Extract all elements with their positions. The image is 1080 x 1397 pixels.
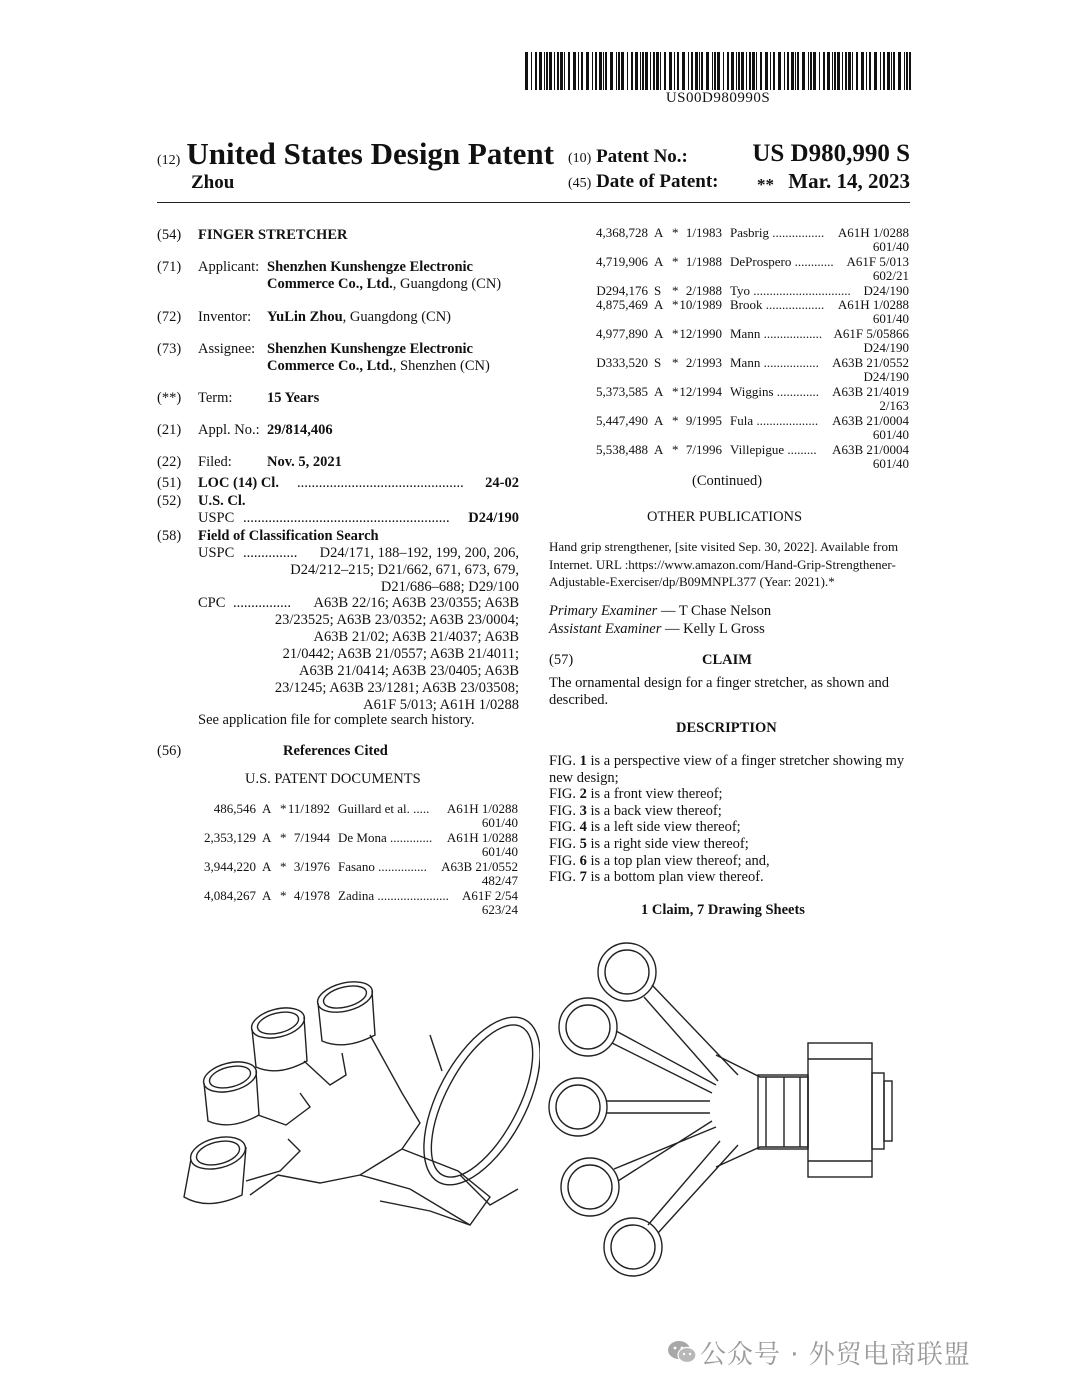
barcode-bar bbox=[723, 52, 724, 90]
ref-cls: A63B 21/0004 bbox=[832, 442, 909, 457]
reference-row bbox=[578, 255, 909, 284]
ref-date: 7/1996 bbox=[685, 442, 722, 457]
ref-kind: A bbox=[654, 413, 664, 428]
patent-number-line: (10) Patent No.: US D980,990 S bbox=[568, 140, 910, 167]
ref-subclass: 623/24 bbox=[481, 902, 518, 917]
ref-name: Zadina bbox=[338, 888, 375, 903]
barcode-bar bbox=[819, 52, 820, 90]
ref-kind: S bbox=[654, 283, 662, 298]
reference-row bbox=[186, 802, 518, 831]
other-publications-heading: OTHER PUBLICATIONS bbox=[647, 509, 803, 525]
ref-date: 11/1892 bbox=[287, 801, 330, 816]
barcode-bar bbox=[852, 52, 853, 90]
barcode-bar bbox=[635, 52, 638, 90]
barcode-bar bbox=[832, 52, 833, 90]
barcode-bar bbox=[603, 52, 604, 90]
reference-row bbox=[578, 298, 909, 327]
ref-dots: ......... bbox=[787, 442, 817, 457]
barcode-bar bbox=[688, 52, 689, 90]
description-line: FIG. 6 is a top plan view thereof; and, bbox=[549, 852, 770, 869]
ref-cls: A61H 1/0288 bbox=[837, 225, 909, 240]
barcode-bar bbox=[564, 52, 565, 90]
barcode-bar bbox=[773, 52, 775, 90]
barcode-bar bbox=[874, 52, 877, 90]
cpc-classes: A63B 22/16; A63B 23/0355; A63B 23/23525; A63B 23/0352; A63B 23/0004; A63B 21/02; A63B 21/4037; A63B 21/0442; A63B 21/0557; A63B 21/4011; A63B 21/0414; A63B 23/0405; A63B 23/1245; A63B 23/1281; A63B 23/03508; A61F 5/013; A61H 1/0288 bbox=[274, 595, 519, 713]
barcode-bar bbox=[891, 52, 892, 90]
barcode-bar bbox=[605, 52, 607, 90]
ref-subclass: D24/190 bbox=[863, 369, 909, 384]
assistant-examiner: Assistant Examiner — Kelly L Gross bbox=[549, 621, 765, 637]
field-22-filed: (22) Filed: Nov. 5, 2021 bbox=[157, 454, 342, 470]
barcode bbox=[525, 52, 911, 90]
field-58-classification-search: (58) Field of Classification Search USPC ............... D24/171, 188–192, 199, 200, 206, D24/212–215; D21/662, 671, 673, 679, D21/686–688; D29/100 CPC ................ A63B 22/16; A63B 23/0355; A63B 23/23525; A63B 23/0352; A63B 23/0004; A63B 21/02; A63B 21/4037; A63B 21/0442; A63B 21/0557; A63B 21/4011; A63B 21/0414; A63B 23/0405; A63B 23/1245; A63B 23/1281; A63B 23/03508; A61F 5/013; A61H 1/0288 See application file for complete search history. bbox=[157, 528, 519, 728]
barcode-bar bbox=[560, 52, 563, 90]
barcode-bar bbox=[586, 52, 589, 90]
barcode-bar bbox=[701, 52, 703, 90]
barcode-bar bbox=[554, 52, 555, 90]
barcode-bar bbox=[842, 52, 843, 90]
ref-name bbox=[338, 831, 432, 845]
barcode-bar bbox=[752, 52, 755, 90]
ref-kind: A bbox=[654, 254, 664, 269]
ref-subclass: 601/40 bbox=[872, 427, 909, 442]
ref-kind: S bbox=[654, 355, 662, 370]
ref-kind: A bbox=[262, 888, 272, 903]
description-text bbox=[549, 753, 904, 886]
barcode-bar bbox=[866, 52, 867, 90]
ref-kind: A bbox=[262, 859, 272, 874]
description-line: FIG. 7 is a bottom plan view thereof. bbox=[549, 869, 764, 886]
ref-name bbox=[730, 356, 819, 370]
ref-name bbox=[730, 414, 818, 428]
barcode-bar bbox=[546, 52, 548, 90]
ref-date: 7/1944 bbox=[293, 830, 330, 845]
barcode-number: US00D980990S bbox=[665, 90, 771, 106]
reference-row bbox=[186, 860, 518, 889]
ref-name bbox=[338, 802, 429, 816]
ref-kind: A bbox=[262, 801, 272, 816]
barcode-bar bbox=[525, 52, 528, 90]
field-term: (**) Term: 15 Years bbox=[157, 390, 320, 406]
ref-date: 4/1978 bbox=[293, 888, 330, 903]
ref-name: Fula bbox=[730, 413, 754, 428]
description-line: new design; bbox=[549, 769, 619, 786]
barcode-bar bbox=[898, 52, 901, 90]
barcode-bar bbox=[837, 52, 840, 90]
ref-date: 2/1988 bbox=[685, 283, 722, 298]
uspc-classes: D24/171, 188–192, 199, 200, 206, D24/212–215; D21/662, 671, 673, 679, D21/686–688; D29/100 bbox=[290, 545, 519, 595]
primary-examiner: Primary Examiner — T Chase Nelson bbox=[549, 603, 772, 619]
barcode-bar bbox=[618, 52, 620, 90]
ref-star: * bbox=[672, 442, 679, 457]
ref-date: 9/1995 bbox=[685, 413, 722, 428]
front-view-drawing bbox=[540, 935, 900, 1285]
ref-subclass: 602/21 bbox=[872, 268, 909, 283]
ref-name: De Mona bbox=[338, 830, 387, 845]
barcode-bar bbox=[616, 52, 617, 90]
claim-code: (57) bbox=[549, 652, 574, 668]
ref-no: 5,447,490 bbox=[596, 413, 648, 428]
barcode-bar bbox=[736, 52, 737, 90]
ref-date: 12/1994 bbox=[679, 384, 722, 399]
ref-no: 3,944,220 bbox=[204, 859, 256, 874]
ref-name bbox=[730, 298, 824, 312]
ref-dots: ............. bbox=[776, 384, 820, 399]
barcode-bar bbox=[791, 52, 794, 90]
ref-date: 2/1993 bbox=[685, 355, 722, 370]
wechat-icon bbox=[667, 1337, 697, 1367]
barcode-bar bbox=[592, 52, 593, 90]
barcode-bar bbox=[906, 52, 908, 90]
ref-date: 3/1976 bbox=[293, 859, 330, 874]
header-divider bbox=[157, 202, 910, 203]
ref-date: 1/1983 bbox=[685, 225, 722, 240]
barcode-bar bbox=[539, 52, 542, 90]
barcode-bar bbox=[778, 52, 781, 90]
barcode-bar bbox=[760, 52, 762, 90]
barcode-bar bbox=[695, 52, 698, 90]
ref-star: * bbox=[280, 830, 287, 845]
barcode-bar bbox=[714, 52, 716, 90]
barcode-bar bbox=[595, 52, 597, 90]
ref-date: 1/1988 bbox=[685, 254, 722, 269]
barcode-bar bbox=[765, 52, 768, 90]
ref-no: 4,719,906 bbox=[596, 254, 648, 269]
ref-name bbox=[338, 889, 449, 903]
barcode-bar bbox=[664, 52, 666, 90]
barcode-bar bbox=[823, 52, 825, 90]
perspective-view-drawing bbox=[170, 975, 540, 1245]
continued-note: (Continued) bbox=[692, 473, 763, 489]
ref-star: * bbox=[672, 413, 679, 428]
barcode-bar bbox=[706, 52, 709, 90]
ref-no: D333,520 bbox=[596, 355, 648, 370]
ref-subclass: 601/40 bbox=[872, 239, 909, 254]
ref-no: 2,353,129 bbox=[204, 830, 256, 845]
field-21-appl-no: (21) Appl. No.: 29/814,406 bbox=[157, 422, 333, 438]
claims-drawings-summary: 1 Claim, 7 Drawing Sheets bbox=[641, 902, 805, 918]
ref-dots: ..... bbox=[413, 801, 430, 816]
ref-name: Wiggins bbox=[730, 384, 774, 399]
ref-star: * bbox=[280, 859, 287, 874]
ref-no: 486,546 bbox=[213, 801, 256, 816]
barcode-bar bbox=[599, 52, 602, 90]
description-line: FIG. 5 is a right side view thereof; bbox=[549, 835, 749, 852]
barcode-bar bbox=[808, 52, 809, 90]
ref-no: 4,084,267 bbox=[204, 888, 256, 903]
ref-dots: .............................. bbox=[753, 283, 851, 298]
ref-cls: A61F 2/54 bbox=[462, 888, 518, 903]
barcode-bar bbox=[827, 52, 830, 90]
ref-cls: A63B 21/0004 bbox=[832, 413, 909, 428]
barcode-bar bbox=[682, 52, 685, 90]
field-52-us-cl: (52) U.S. Cl. USPC ......................................................... D24/190 bbox=[157, 493, 519, 526]
ref-cls: A61H 1/0288 bbox=[837, 297, 909, 312]
field-71-applicant: (71) Applicant: Shenzhen Kunshengze Electronic Commerce Co., Ltd., Guangdong (CN) bbox=[157, 259, 502, 292]
ref-no: D294,176 bbox=[596, 283, 648, 298]
barcode-bar bbox=[640, 52, 641, 90]
ref-name: Mann bbox=[730, 326, 761, 341]
ref-name: Villepigue bbox=[730, 442, 785, 457]
barcode-bar bbox=[717, 52, 720, 90]
ref-kind: A bbox=[654, 384, 664, 399]
patent-number: US D980,990 S bbox=[752, 140, 910, 167]
barcode-bar bbox=[893, 52, 895, 90]
barcode-bar bbox=[677, 52, 679, 90]
ref-date: 12/1990 bbox=[679, 326, 722, 341]
barcode-bar bbox=[756, 52, 757, 90]
barcode-bar bbox=[549, 52, 552, 90]
ref-no: 5,373,585 bbox=[596, 384, 648, 399]
ref-cls: A63B 21/4019 bbox=[832, 384, 909, 399]
description-line: FIG. 4 is a left side view thereof; bbox=[549, 819, 741, 836]
ref-kind: A bbox=[654, 442, 664, 457]
ref-no: 5,538,488 bbox=[596, 442, 648, 457]
ref-kind: A bbox=[654, 297, 664, 312]
watermark-text: 公众号 · 外贸电商联盟 bbox=[700, 1340, 971, 1370]
claim-text: The ornamental design for a finger stretcher, as shown and described. bbox=[549, 675, 890, 708]
ref-name: Pasbrig bbox=[730, 225, 769, 240]
ref-name: Guillard et al. bbox=[338, 801, 410, 816]
ref-no: 4,977,890 bbox=[596, 326, 648, 341]
patent-date: Mar. 14, 2023 bbox=[788, 169, 910, 193]
barcode-bar bbox=[810, 52, 812, 90]
ref-name: Fasano bbox=[338, 859, 375, 874]
claim-heading: CLAIM bbox=[702, 652, 752, 668]
ref-cls: A61F 5/013 bbox=[846, 254, 909, 269]
ref-dots: ................. bbox=[763, 355, 819, 370]
ref-dots: ................... bbox=[756, 413, 819, 428]
ref-name: Brook bbox=[730, 297, 763, 312]
barcode-bar bbox=[731, 52, 734, 90]
barcode-bar bbox=[573, 52, 576, 90]
field-73-assignee: (73) Assignee: Shenzhen Kunshengze Electronic Commerce Co., Ltd., Shenzhen (CN) bbox=[157, 341, 490, 374]
barcode-bar bbox=[784, 52, 785, 90]
ref-star: * bbox=[672, 297, 679, 312]
ref-no: 4,368,728 bbox=[596, 225, 648, 240]
ref-no: 4,875,469 bbox=[596, 297, 648, 312]
ref-cls: A63B 21/0552 bbox=[832, 355, 909, 370]
ref-name bbox=[730, 255, 834, 269]
inventor-surname: Zhou bbox=[191, 172, 235, 193]
references-table-right bbox=[578, 226, 909, 472]
ref-dots: ............... bbox=[378, 859, 427, 874]
reference-row bbox=[578, 385, 909, 414]
barcode-bar bbox=[746, 52, 747, 90]
barcode-bar bbox=[738, 52, 740, 90]
barcode-bar bbox=[645, 52, 648, 90]
barcode-bar bbox=[770, 52, 771, 90]
barcode-bar bbox=[880, 52, 881, 90]
barcode-bar bbox=[656, 52, 659, 90]
reference-row bbox=[578, 226, 909, 255]
barcode-bar bbox=[856, 52, 858, 90]
ref-date: 10/1989 bbox=[679, 297, 722, 312]
barcode-bar bbox=[802, 52, 805, 90]
ref-star: * bbox=[672, 283, 679, 298]
barcode-bar bbox=[653, 52, 655, 90]
barcode-bar bbox=[883, 52, 885, 90]
barcode-bar bbox=[749, 52, 751, 90]
ref-name: DeProspero bbox=[730, 254, 792, 269]
ref-kind: A bbox=[262, 830, 272, 845]
ref-subclass: 601/40 bbox=[872, 311, 909, 326]
ref-subclass: 601/40 bbox=[481, 844, 518, 859]
ref-star: * bbox=[280, 801, 287, 816]
description-line: FIG. 1 is a perspective view of a finger stretcher showing my bbox=[549, 753, 905, 769]
barcode-bar bbox=[691, 52, 693, 90]
field-56-references-cited: (56) References Cited bbox=[157, 743, 388, 759]
barcode-bar bbox=[813, 52, 816, 90]
references-table-left bbox=[186, 802, 518, 918]
reference-row bbox=[578, 327, 909, 356]
barcode-bar bbox=[610, 52, 613, 90]
barcode-bar bbox=[531, 52, 532, 90]
barcode-bar bbox=[642, 52, 644, 90]
reference-row bbox=[578, 414, 909, 443]
ref-cls: D24/190 bbox=[863, 283, 909, 298]
barcode-bar bbox=[795, 52, 796, 90]
barcode-bar bbox=[712, 52, 713, 90]
ref-subclass: D24/190 bbox=[863, 340, 909, 355]
ref-subclass: 601/40 bbox=[872, 456, 909, 471]
barcode-bar bbox=[845, 52, 847, 90]
barcode-bar bbox=[727, 52, 729, 90]
description-line: FIG. 2 is a front view thereof; bbox=[549, 786, 723, 803]
ref-cls: A61H 1/0288 bbox=[446, 801, 518, 816]
reference-row bbox=[186, 889, 518, 918]
ref-cls: A61H 1/0288 bbox=[446, 830, 518, 845]
barcode-bar bbox=[650, 52, 651, 90]
barcode-bar bbox=[621, 52, 624, 90]
reference-row bbox=[578, 356, 909, 385]
barcode-bar bbox=[787, 52, 789, 90]
description-heading: DESCRIPTION bbox=[676, 720, 777, 736]
ref-dots: ............. bbox=[390, 830, 433, 845]
barcode-bar bbox=[834, 52, 836, 90]
other-publications-text: Hand grip strengthener, [site visited Sep. 30, 2022]. Available from Internet. URL :https://www.amazon.com/Hand-Grip-Strengthener- Adjustable-Exerciser/dp/B09MNPL377 (Year: 2021).* bbox=[549, 539, 899, 589]
ref-name: Tyo bbox=[730, 283, 751, 298]
patent-type-title: (12) United States Design Patent bbox=[157, 136, 554, 171]
ref-dots: ............ bbox=[794, 254, 834, 269]
barcode-bar bbox=[741, 52, 744, 90]
barcode-bar bbox=[861, 52, 864, 90]
ref-star: * bbox=[672, 254, 679, 269]
barcode-bar bbox=[660, 52, 661, 90]
reference-row bbox=[578, 284, 909, 298]
barcode-bar bbox=[869, 52, 871, 90]
barcode-bar bbox=[848, 52, 851, 90]
ref-star: * bbox=[672, 384, 679, 399]
ref-name bbox=[730, 327, 822, 341]
date-of-patent-line: (45) Date of Patent: ** Mar. 14, 2023 bbox=[568, 169, 910, 194]
ref-star: * bbox=[280, 888, 287, 903]
ref-dots: ................ bbox=[772, 225, 825, 240]
ref-cls: A61F 5/05866 bbox=[833, 326, 909, 341]
ref-subclass: 2/163 bbox=[879, 398, 909, 413]
ref-name: Mann bbox=[730, 355, 761, 370]
ref-star: * bbox=[672, 326, 679, 341]
ref-name bbox=[338, 860, 427, 874]
ref-name bbox=[730, 284, 851, 298]
description-line: FIG. 3 is a back view thereof; bbox=[549, 802, 722, 819]
reference-row bbox=[578, 443, 909, 472]
ref-kind: A bbox=[654, 326, 664, 341]
ref-star: * bbox=[672, 355, 679, 370]
us-patent-documents-heading: U.S. PATENT DOCUMENTS bbox=[245, 771, 421, 787]
barcode-bar bbox=[557, 52, 559, 90]
ref-dots: .................. bbox=[765, 297, 825, 312]
barcode-bar bbox=[544, 52, 545, 90]
barcode-bar bbox=[535, 52, 537, 90]
ref-subclass: 482/47 bbox=[481, 873, 518, 888]
barcode-bar bbox=[909, 52, 911, 90]
barcode-bar bbox=[578, 52, 579, 90]
ref-name bbox=[730, 385, 819, 399]
barcode-bar bbox=[797, 52, 799, 90]
barcode-bar bbox=[568, 52, 570, 90]
barcode-bar bbox=[627, 52, 628, 90]
barcode-bar bbox=[904, 52, 905, 90]
reference-row bbox=[186, 831, 518, 860]
ref-kind: A bbox=[654, 225, 664, 240]
barcode-bar bbox=[887, 52, 890, 90]
field-51-loc: (51) LOC (14) Cl. .............................................. 24-02 bbox=[157, 475, 519, 491]
barcode-bar bbox=[631, 52, 633, 90]
ref-subclass: 601/40 bbox=[481, 815, 518, 830]
barcode-bar bbox=[581, 52, 583, 90]
barcode-bar bbox=[674, 52, 675, 90]
barcode-bar bbox=[699, 52, 700, 90]
barcode-bar bbox=[669, 52, 672, 90]
ref-cls: A63B 21/0552 bbox=[441, 859, 518, 874]
field-72-inventor: (72) Inventor: YuLin Zhou, Guangdong (CN) bbox=[157, 309, 451, 325]
ref-name bbox=[730, 226, 824, 240]
ref-name bbox=[730, 443, 817, 457]
ref-star: * bbox=[672, 225, 679, 240]
field-54-title: (54) FINGER STRETCHER bbox=[157, 227, 348, 243]
ref-dots: ...................... bbox=[377, 888, 449, 903]
ref-dots: .................. bbox=[763, 326, 823, 341]
